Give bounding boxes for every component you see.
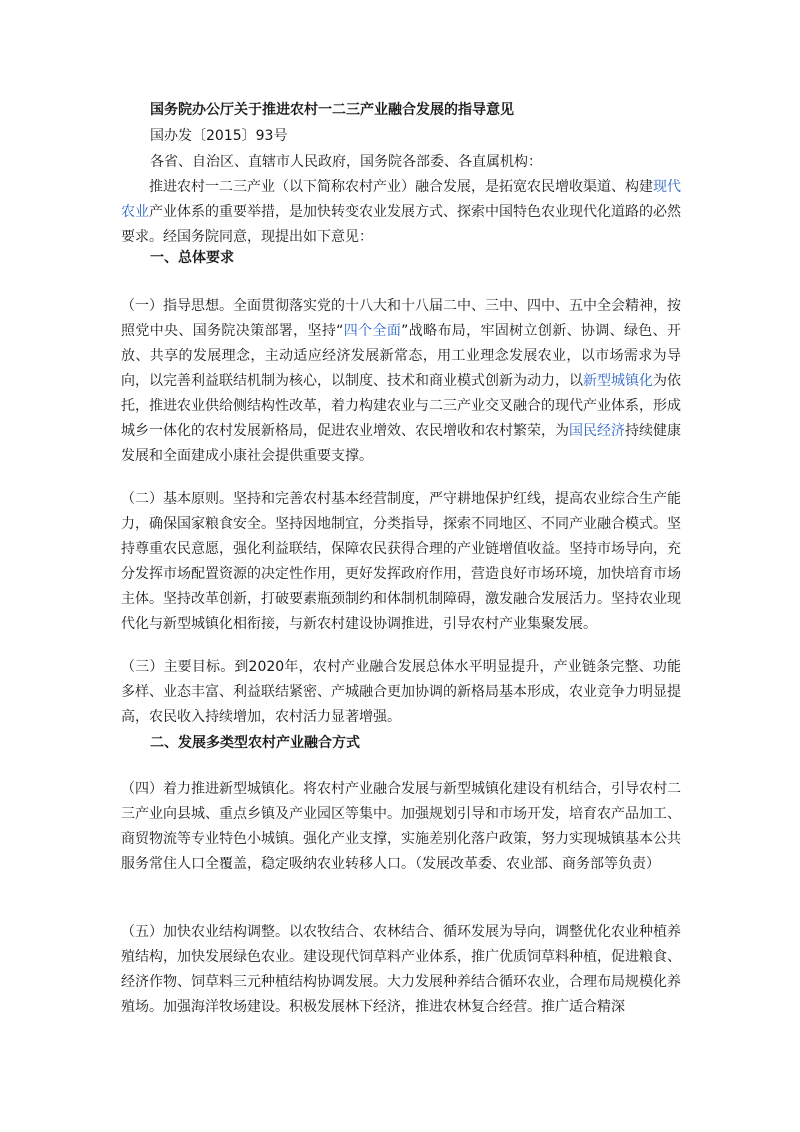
link-new-urbanization[interactable]: 新型城镇化 bbox=[583, 373, 653, 389]
link-national-economy[interactable]: 国民经济 bbox=[569, 423, 625, 439]
link-modern-agriculture[interactable]: 现代农业 bbox=[121, 179, 681, 220]
section-heading-general-requirements: 一、总体要求 bbox=[150, 250, 234, 266]
document-title: 国务院办公厅关于推进农村一二三产业融合发展的指导意见 bbox=[150, 102, 514, 118]
section-heading-integration-modes: 二、发展多类型农村产业融合方式 bbox=[150, 735, 360, 751]
link-four-comprehensives[interactable]: 四个全面 bbox=[343, 323, 402, 339]
paragraph-main-goals: （三）主要目标。到2020年，农村产业融合发展总体水平明显提升，产业链条完整、功能多样、业态丰富、利益联结紧密、产城融合更加协调的新格局基本形成，农业竞争力明显提高，农民收入持续增加，农村活力显著增强。 bbox=[121, 659, 681, 725]
paragraph-new-urbanization: （四）着力推进新型城镇化。将农村产业融合发展与新型城镇化建设有机结合，引导农村二三产业向县城、重点乡镇及产业园区等集中。加强规划引导和市场开发，培育农产品加工、商贸物流等专业特色小城镇。强化产业支撑，实施差别化落户政策，努力实现城镇基本公共服务常住人口全覆盖，稳定吸纳农业转移人口。（发展改革委、农业部、商务部等负责） bbox=[121, 781, 681, 872]
p1-text-1: （一）指导思想。全面贯彻落实党的十八大和十八届二中、三中、四中、五中全会精神，按照党中央、国务院决策部署，坚持“ bbox=[121, 298, 681, 339]
p1-text-4: 持续健康发展和全面建成小康社会提供重要支撑。 bbox=[121, 423, 681, 464]
addressee-line: 各省、自治区、直辖市人民政府，国务院各部委、各直属机构： bbox=[150, 154, 542, 170]
intro-text-1: 推进农村一二三产业（以下简称农村产业）融合发展，是拓宽农民增收渠道、构建 bbox=[149, 179, 653, 195]
p1-text-3: 为依托，推进农业供给侧结构性改革，着力构建农业与二三产业交叉融合的现代产业体系，形成城乡一体化的农村发展新格局，促进农业增效、农民增收和农村繁荣，为 bbox=[121, 373, 681, 439]
paragraph-guiding-ideology bbox=[121, 294, 681, 469]
intro-text-2: 产业体系的重要举措，是加快转变农业发展方式、探索中国特色农业现代化道路的必然要求。经国务院同意，现提出如下意见： bbox=[121, 204, 681, 245]
paragraph-agricultural-structure: （五）加快农业结构调整。以农牧结合、农林结合、循环发展为导向，调整优化农业种植养殖结构，加快发展绿色农业。建设现代饲草料产业体系，推广优质饲草料种植，促进粮食、经济作物、饲草料三元种植结构协调发展。大力发展种养结合循环农业，合理布局规模化养殖场。加强海洋牧场建设。积极发展林下经济，推进农林复合经营。推广适合精深 bbox=[121, 924, 681, 1015]
document-number: 国办发〔2015〕93号 bbox=[150, 128, 288, 144]
intro-paragraph bbox=[121, 175, 681, 250]
p1-text-2: ”战略布局，牢固树立创新、协调、绿色、开放、共享的发展理念，主动适应经济发展新常态，用工业理念发展农业，以市场需求为导向，以完善利益联结机制为核心，以制度、技术和商业模式创新为动力，以 bbox=[121, 323, 681, 389]
paragraph-basic-principles: （二）基本原则。坚持和完善农村基本经营制度，严守耕地保护红线，提高农业综合生产能力，确保国家粮食安全。坚持因地制宜，分类指导，探索不同地区、不同产业融合模式。坚持尊重农民意愿，强化利益联结，保障农民获得合理的产业链增值收益。坚持市场导向，充分发挥市场配置资源的决定性作用，更好发挥政府作用，营造良好市场环境，加快培育市场主体。坚持改革创新，打破要素瓶颈制约和体制机制障碍，激发融合发展活力。坚持农业现代化与新型城镇化相衔接，与新农村建设协调推进，引导农村产业集聚发展。 bbox=[121, 491, 681, 632]
